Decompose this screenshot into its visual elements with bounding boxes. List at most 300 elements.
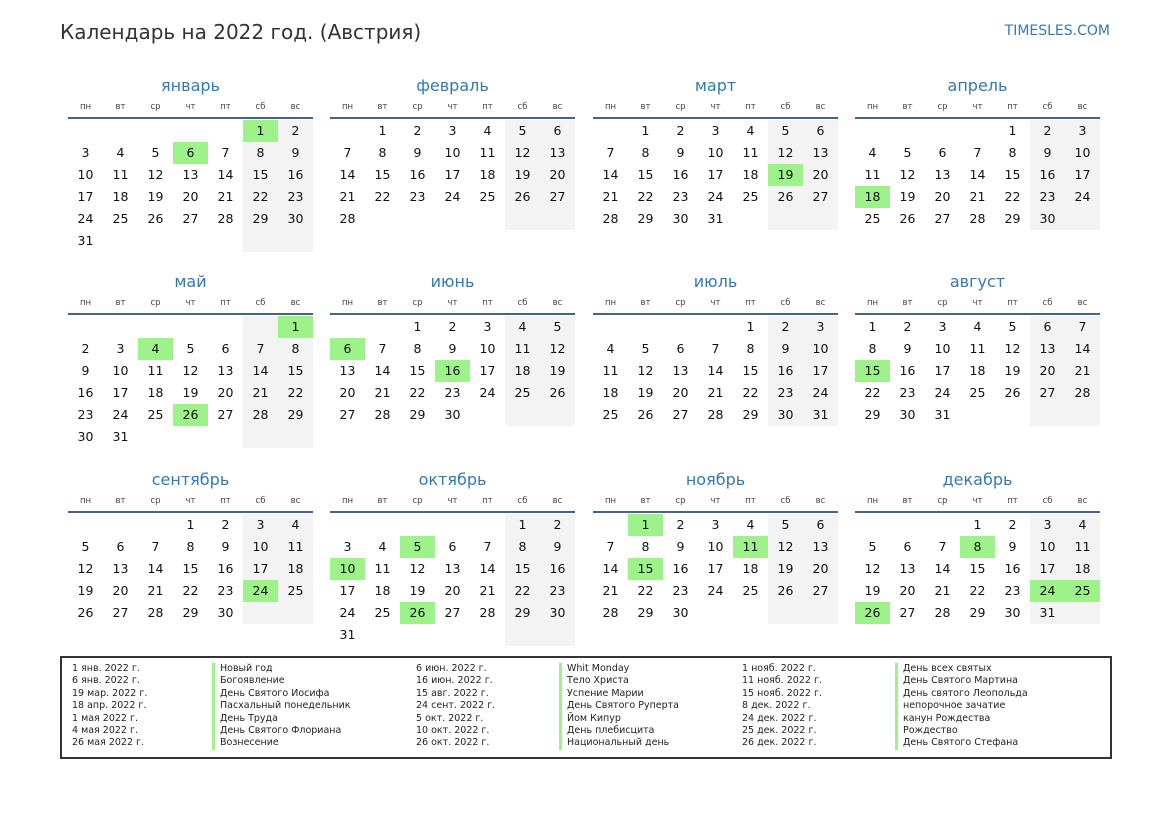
empty-day-cell [365, 208, 400, 230]
weekday-label: ср [150, 496, 161, 506]
day-cell: 2 [676, 517, 685, 532]
day-cell: 29 [409, 407, 426, 422]
weekday-label: сб [1042, 102, 1053, 112]
day-cell: 25 [147, 407, 164, 422]
day-cell: 17 [1030, 558, 1065, 580]
day-cell: 21 [243, 382, 278, 404]
day-cell: 19 [1004, 363, 1021, 378]
legend-date: 15 нояб. 2022 г. [742, 687, 822, 699]
empty-day-cell [278, 230, 313, 252]
day-cell: 12 [505, 142, 540, 164]
empty-day-cell [435, 514, 470, 536]
day-cell: 6 [938, 145, 947, 160]
day-cell: 27 [899, 605, 916, 620]
days-grid [593, 316, 838, 426]
empty-day-cell [890, 514, 925, 536]
day-cell: 4 [746, 123, 755, 138]
day-cell: 27 [672, 407, 689, 422]
day-cell: 11 [278, 536, 313, 558]
empty-day-cell [103, 316, 138, 338]
day-cell: 27 [803, 580, 838, 602]
weekday-header [593, 99, 838, 115]
weekday-label: вт [640, 102, 651, 112]
day-cell: 24 [479, 385, 496, 400]
day-cell: 24 [803, 382, 838, 404]
day-cell: 4 [606, 341, 615, 356]
weekday-header [68, 493, 313, 509]
weekday-header [68, 295, 313, 311]
weekday-label: пт [220, 298, 231, 308]
weekday-label: чт [185, 496, 196, 506]
day-cell: 19 [182, 385, 199, 400]
weekday-label: пн [341, 298, 354, 308]
day-cell: 15 [182, 561, 199, 576]
day-cell: 17 [803, 360, 838, 382]
weekday-label: ср [937, 496, 948, 506]
day-cell: 19 [540, 360, 575, 382]
day-cell: 27 [934, 211, 951, 226]
weekday-label: чт [710, 102, 721, 112]
day-cell: 7 [221, 145, 230, 160]
day-cell: 23 [444, 385, 461, 400]
empty-day-cell [593, 514, 628, 536]
empty-day-cell [435, 624, 470, 646]
empty-day-cell [593, 120, 628, 142]
weekday-label: вт [902, 102, 913, 112]
empty-day-cell [138, 230, 173, 252]
legend-date: 1 нояб. 2022 г. [742, 663, 816, 674]
weekday-label: ср [675, 298, 686, 308]
day-cell: 4 [868, 145, 877, 160]
header-divider [593, 117, 838, 119]
month-name: март [694, 76, 737, 95]
day-cell: 25 [374, 605, 391, 620]
day-cell: 4 [973, 319, 982, 334]
day-cell: 21 [969, 189, 986, 204]
legend-date: 8 дек. 2022 г. [742, 700, 811, 712]
day-cell: 21 [602, 583, 619, 598]
day-cell: 2 [278, 120, 313, 142]
day-cell: 21 [934, 583, 951, 598]
day-cell: 12 [540, 338, 575, 360]
empty-day-cell [330, 120, 365, 142]
day-cell: 27 [540, 186, 575, 208]
weekday-label: вс [552, 496, 563, 506]
weekday-label: вт [902, 496, 913, 506]
holiday-day-cell: 4 [138, 338, 173, 360]
day-cell: 9 [768, 338, 803, 360]
day-cell: 26 [768, 580, 803, 602]
empty-day-cell [855, 514, 890, 536]
days-grid [68, 316, 313, 448]
weekday-label: сб [517, 102, 528, 112]
days-grid [68, 514, 313, 624]
legend-date: 19 мар. 2022 г. [72, 687, 148, 699]
holiday-day-cell: 6 [330, 338, 365, 360]
day-cell: 11 [602, 363, 619, 378]
day-cell: 15 [374, 167, 391, 182]
day-cell: 9 [903, 341, 912, 356]
weekday-header [855, 295, 1100, 311]
weekday-label: вс [1077, 496, 1088, 506]
legend-holiday-name: Рождество [895, 725, 958, 737]
weekday-label: сб [255, 102, 266, 112]
day-cell: 20 [803, 558, 838, 580]
day-cell: 3 [938, 319, 947, 334]
day-cell: 18 [1065, 558, 1100, 580]
header-divider [330, 511, 575, 513]
day-cell: 1 [505, 514, 540, 536]
day-cell: 3 [116, 341, 125, 356]
weekday-header [330, 493, 575, 509]
day-cell: 28 [339, 211, 356, 226]
weekday-label: пн [341, 496, 354, 506]
day-cell: 21 [707, 385, 724, 400]
day-cell: 23 [1004, 583, 1021, 598]
empty-day-cell [400, 514, 435, 536]
empty-day-cell [593, 316, 628, 338]
day-cell: 7 [343, 145, 352, 160]
day-cell: 5 [540, 316, 575, 338]
day-cell: 13 [444, 561, 461, 576]
empty-day-cell [698, 316, 733, 338]
day-cell: 9 [278, 142, 313, 164]
day-cell: 21 [339, 189, 356, 204]
day-cell: 25 [479, 189, 496, 204]
empty-day-cell [698, 602, 733, 624]
weekday-label: чт [972, 298, 983, 308]
day-cell: 1 [868, 319, 877, 334]
month-block [593, 269, 838, 426]
weekday-label: вт [377, 496, 388, 506]
weekday-label: пн [341, 102, 354, 112]
day-cell: 18 [374, 583, 391, 598]
day-cell: 11 [1065, 536, 1100, 558]
weekday-header [855, 493, 1100, 509]
day-cell: 8 [1008, 145, 1017, 160]
day-cell: 18 [742, 561, 759, 576]
holiday-day-cell: 24 [243, 580, 278, 602]
day-cell: 20 [182, 189, 199, 204]
weekday-label: пн [866, 102, 879, 112]
weekday-label: сб [255, 298, 266, 308]
day-cell: 22 [409, 385, 426, 400]
empty-day-cell [208, 120, 243, 142]
day-cell: 22 [243, 186, 278, 208]
day-cell: 26 [147, 211, 164, 226]
day-cell: 9 [448, 341, 457, 356]
day-cell: 6 [221, 341, 230, 356]
weekday-header [855, 99, 1100, 115]
day-cell: 19 [409, 583, 426, 598]
day-cell: 8 [641, 539, 650, 554]
day-cell: 9 [540, 536, 575, 558]
day-cell: 24 [707, 189, 724, 204]
month-name: июль [693, 272, 738, 291]
legend-holiday-name: Национальный день [559, 737, 669, 749]
weekday-label: чт [972, 496, 983, 506]
weekday-label: сб [255, 496, 266, 506]
weekday-label: пн [79, 496, 92, 506]
day-cell: 21 [217, 189, 234, 204]
empty-day-cell [138, 426, 173, 448]
day-cell: 8 [641, 145, 650, 160]
empty-day-cell [890, 120, 925, 142]
day-cell: 29 [969, 605, 986, 620]
empty-day-cell [68, 514, 103, 536]
empty-day-cell [365, 514, 400, 536]
holiday-day-cell: 15 [855, 360, 890, 382]
legend-date: 1 янв. 2022 г. [72, 663, 140, 674]
day-cell: 20 [1030, 360, 1065, 382]
weekday-label: сб [780, 102, 791, 112]
day-cell: 27 [803, 186, 838, 208]
holiday-day-cell: 16 [435, 360, 470, 382]
site-link[interactable]: TIMESLES.COM [1004, 23, 1110, 39]
day-cell: 7 [606, 145, 615, 160]
weekday-label: вс [1077, 102, 1088, 112]
page-title: Календарь на 2022 год. (Австрия) [60, 20, 422, 44]
day-cell: 13 [803, 536, 838, 558]
day-cell: 12 [409, 561, 426, 576]
day-cell: 8 [413, 341, 422, 356]
day-cell: 3 [803, 316, 838, 338]
day-cell: 15 [243, 164, 278, 186]
weekday-label: вс [1077, 298, 1088, 308]
weekday-label: пт [745, 496, 756, 506]
empty-day-cell [505, 624, 540, 646]
day-cell: 7 [938, 539, 947, 554]
day-cell: 18 [147, 385, 164, 400]
header-divider [593, 313, 838, 315]
day-cell: 2 [903, 319, 912, 334]
weekday-label: ср [150, 298, 161, 308]
weekday-label: ср [675, 496, 686, 506]
month-name: август [949, 272, 1006, 291]
day-cell: 10 [243, 536, 278, 558]
month-name: декабрь [942, 470, 1013, 489]
day-cell: 19 [637, 385, 654, 400]
day-cell: 25 [505, 382, 540, 404]
day-cell: 13 [182, 167, 199, 182]
day-cell: 6 [903, 539, 912, 554]
day-cell: 8 [186, 539, 195, 554]
day-cell: 23 [77, 407, 94, 422]
days-grid [68, 120, 313, 252]
day-cell: 26 [77, 605, 94, 620]
empty-day-cell [803, 602, 838, 624]
weekday-label: сб [780, 298, 791, 308]
day-cell: 15 [637, 167, 654, 182]
day-cell: 22 [505, 580, 540, 602]
day-cell: 27 [182, 211, 199, 226]
empty-day-cell [628, 316, 663, 338]
day-cell: 25 [864, 211, 881, 226]
header-divider [855, 117, 1100, 119]
holiday-day-cell: 6 [173, 142, 208, 164]
day-cell: 8 [505, 536, 540, 558]
weekday-label: чт [710, 298, 721, 308]
day-cell: 14 [243, 360, 278, 382]
day-cell: 22 [278, 382, 313, 404]
day-cell: 4 [278, 514, 313, 536]
day-cell: 1 [746, 319, 755, 334]
legend-holiday-name: День Святого Руперта [559, 700, 679, 712]
month-name: май [174, 272, 207, 291]
day-cell: 19 [768, 558, 803, 580]
weekday-label: пт [482, 102, 493, 112]
day-cell: 14 [339, 167, 356, 182]
weekday-label: вт [640, 298, 651, 308]
day-cell: 21 [374, 385, 391, 400]
day-cell: 26 [768, 186, 803, 208]
legend-date: 5 окт. 2022 г. [416, 712, 484, 724]
empty-day-cell [925, 514, 960, 536]
day-cell: 12 [182, 363, 199, 378]
day-cell: 30 [672, 605, 689, 620]
day-cell: 12 [637, 363, 654, 378]
month-name: ноябрь [685, 470, 746, 489]
day-cell: 19 [505, 164, 540, 186]
day-cell: 5 [505, 120, 540, 142]
day-cell: 24 [77, 211, 94, 226]
month-name: январь [161, 76, 220, 95]
header-divider [68, 313, 313, 315]
day-cell: 6 [448, 539, 457, 554]
day-cell: 14 [707, 363, 724, 378]
month-name: октябрь [418, 470, 487, 489]
weekday-label: чт [710, 496, 721, 506]
weekday-label: ср [675, 102, 686, 112]
day-cell: 31 [803, 404, 838, 426]
day-cell: 7 [483, 539, 492, 554]
day-cell: 22 [1004, 189, 1021, 204]
legend-holiday-name: День всех святых [895, 663, 992, 675]
legend-holiday-name: День Труда [212, 713, 278, 725]
day-cell: 7 [606, 539, 615, 554]
day-cell: 17 [1065, 164, 1100, 186]
day-cell: 27 [217, 407, 234, 422]
day-cell: 5 [641, 341, 650, 356]
day-cell: 10 [479, 341, 496, 356]
day-cell: 15 [409, 363, 426, 378]
day-cell: 4 [378, 539, 387, 554]
weekday-label: сб [1042, 496, 1053, 506]
day-cell: 2 [540, 514, 575, 536]
day-cell: 10 [77, 167, 94, 182]
day-cell: 12 [768, 536, 803, 558]
day-cell: 1 [413, 319, 422, 334]
header-divider [330, 117, 575, 119]
day-cell: 30 [899, 407, 916, 422]
weekday-label: пн [79, 298, 92, 308]
day-cell: 14 [969, 167, 986, 182]
month-name: сентябрь [151, 470, 230, 489]
empty-day-cell [768, 602, 803, 624]
weekday-label: вс [290, 298, 301, 308]
empty-day-cell [925, 120, 960, 142]
day-cell: 24 [339, 605, 356, 620]
empty-day-cell [138, 514, 173, 536]
header-divider [330, 313, 575, 315]
day-cell: 18 [479, 167, 496, 182]
day-cell: 14 [147, 561, 164, 576]
day-cell: 6 [1030, 316, 1065, 338]
empty-day-cell [733, 208, 768, 230]
days-grid [330, 514, 575, 646]
empty-day-cell [208, 230, 243, 252]
day-cell: 1 [641, 123, 650, 138]
day-cell: 2 [1030, 120, 1065, 142]
day-cell: 30 [444, 407, 461, 422]
day-cell: 13 [540, 142, 575, 164]
day-cell: 31 [1030, 602, 1065, 624]
weekday-label: вс [552, 102, 563, 112]
day-cell: 3 [448, 123, 457, 138]
empty-day-cell [540, 208, 575, 230]
day-cell: 25 [602, 407, 619, 422]
weekday-label: пт [220, 496, 231, 506]
day-cell: 13 [1030, 338, 1065, 360]
header-divider [593, 511, 838, 513]
day-cell: 16 [278, 164, 313, 186]
day-cell: 23 [1030, 186, 1065, 208]
empty-day-cell [768, 208, 803, 230]
day-cell: 10 [707, 145, 724, 160]
day-cell: 10 [112, 363, 129, 378]
day-cell: 16 [409, 167, 426, 182]
legend-holiday-name: День плебисцита [559, 725, 654, 737]
legend-holiday-name: Whit Monday [559, 663, 629, 675]
day-cell: 30 [77, 429, 94, 444]
day-cell: 5 [768, 514, 803, 536]
day-cell: 27 [112, 605, 129, 620]
weekday-label: сб [517, 298, 528, 308]
days-grid [593, 120, 838, 230]
empty-day-cell [365, 624, 400, 646]
holiday-day-cell: 1 [278, 316, 313, 338]
month-block [330, 269, 575, 426]
day-cell: 16 [1030, 164, 1065, 186]
day-cell: 26 [899, 211, 916, 226]
weekday-label: пт [220, 102, 231, 112]
weekday-label: ср [150, 102, 161, 112]
day-cell: 19 [864, 583, 881, 598]
legend-date: 25 дек. 2022 г. [742, 725, 817, 736]
day-cell: 15 [969, 561, 986, 576]
day-cell: 3 [81, 145, 90, 160]
day-cell: 20 [217, 385, 234, 400]
day-cell: 31 [77, 233, 94, 248]
empty-day-cell [505, 208, 540, 230]
day-cell: 2 [1008, 517, 1017, 532]
day-cell: 15 [505, 558, 540, 580]
empty-day-cell [400, 208, 435, 230]
day-cell: 21 [147, 583, 164, 598]
day-cell: 23 [278, 186, 313, 208]
day-cell: 24 [934, 385, 951, 400]
day-cell: 20 [672, 385, 689, 400]
day-cell: 3 [711, 517, 720, 532]
weekday-label: пт [745, 298, 756, 308]
days-grid [855, 120, 1100, 230]
empty-day-cell [243, 230, 278, 252]
empty-day-cell [470, 404, 505, 426]
days-grid [330, 120, 575, 230]
legend-date: 15 авг. 2022 г. [416, 687, 489, 699]
day-cell: 27 [444, 605, 461, 620]
month-name: июнь [430, 272, 475, 291]
